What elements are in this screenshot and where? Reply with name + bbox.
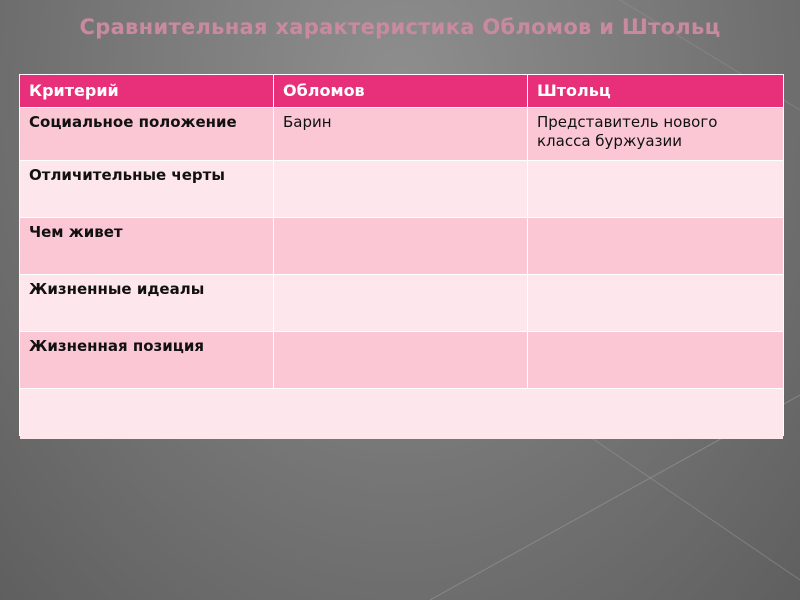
header-oblomov: Обломов bbox=[274, 75, 528, 107]
table-row bbox=[20, 218, 783, 275]
slide-title: Сравнительная характеристика Обломов и Штольц bbox=[79, 15, 721, 39]
table-row bbox=[20, 108, 783, 161]
table-header-row bbox=[20, 75, 783, 108]
header-criterion: Критерий bbox=[20, 75, 274, 107]
table-cell: Отличительные черты bbox=[20, 161, 274, 217]
table-cell bbox=[274, 275, 528, 331]
table-cell bbox=[528, 161, 783, 217]
table-cell bbox=[528, 218, 783, 274]
table-cell bbox=[274, 161, 528, 217]
table-cell bbox=[274, 218, 528, 274]
table-cell: Социальное положение bbox=[20, 108, 274, 160]
table-cell bbox=[274, 332, 528, 388]
table-cell: Представитель нового класса буржуазии bbox=[537, 113, 718, 150]
table-row bbox=[20, 275, 783, 332]
table-row bbox=[20, 161, 783, 218]
table-cell bbox=[528, 332, 783, 388]
table-row bbox=[20, 332, 783, 389]
table-cell bbox=[528, 275, 783, 331]
table-cell: Жизненная позиция bbox=[20, 332, 274, 388]
table-cell: Барин bbox=[274, 108, 528, 160]
comparison-table bbox=[19, 74, 784, 436]
table-row-empty bbox=[20, 389, 783, 439]
table-cell: Жизненные идеалы bbox=[20, 275, 274, 331]
table-cell: Чем живет bbox=[20, 218, 274, 274]
header-stolz: Штольц bbox=[537, 81, 611, 100]
table-cell bbox=[20, 389, 783, 439]
